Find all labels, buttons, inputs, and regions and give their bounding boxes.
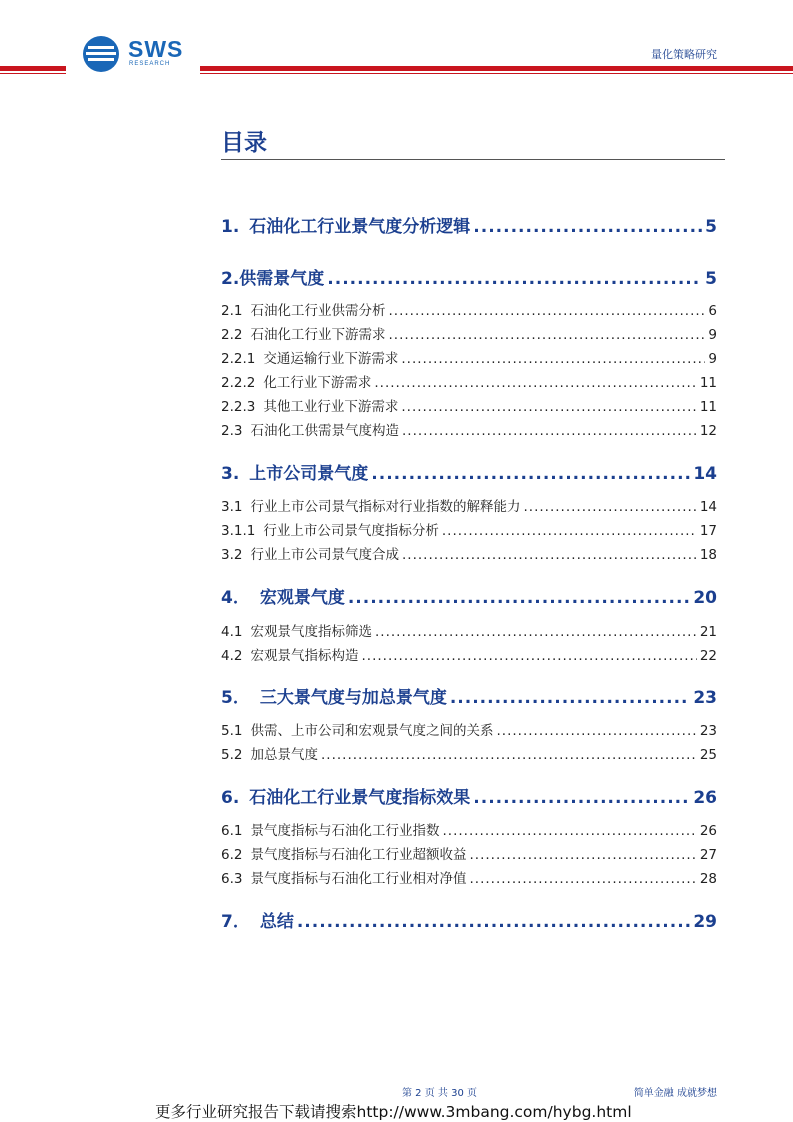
toc-entry-title: 景气度指标与石油化工行业相对净值 <box>250 871 467 887</box>
toc-entry-page: 27 <box>699 847 717 863</box>
toc-entry-number: 4． <box>221 588 250 608</box>
toc-leader-dots <box>371 464 690 484</box>
toc-entry[interactable] <box>221 907 717 932</box>
toc-leader-dots <box>388 327 705 343</box>
toc-entry-number: 6. <box>221 788 240 808</box>
toc-entry[interactable] <box>221 543 717 563</box>
toc-entry-title: 行业上市公司景气指标对行业指数的解释能力 <box>250 499 521 515</box>
toc-leader-dots <box>469 871 696 887</box>
toc-entry[interactable] <box>221 867 717 887</box>
toc-leader-dots <box>442 823 696 839</box>
toc-entry-title: 化工行业下游需求 <box>263 375 372 391</box>
toc-entry-number: 5.1 <box>221 723 243 739</box>
toc-entry[interactable] <box>221 371 717 391</box>
toc-entry[interactable] <box>221 299 717 319</box>
toc-entry-page: 26 <box>693 788 717 808</box>
toc-entry-number: 4.1 <box>221 624 243 640</box>
toc-entry[interactable] <box>221 620 717 640</box>
toc-entry-title: 石油化工行业景气度分析逻辑 <box>249 217 471 237</box>
toc-entry[interactable] <box>221 583 717 608</box>
toc-entry-page: 23 <box>693 688 717 708</box>
header-rule-left <box>0 66 66 71</box>
toc-leader-dots <box>375 624 697 640</box>
toc-entry-number: 2.2.3 <box>221 399 256 415</box>
toc-leader-dots <box>450 688 690 708</box>
toc-entry[interactable] <box>221 264 717 289</box>
toc-entry-number: 2. <box>221 269 240 289</box>
toc-entry-title: 宏观景气度 <box>259 588 345 608</box>
toc-entry-title: 行业上市公司景气度合成 <box>250 547 399 563</box>
footer-slogan: 简单金融 成就梦想 <box>633 1088 717 1099</box>
toc-leader-dots <box>361 648 696 664</box>
toc-entry-title: 加总景气度 <box>250 747 318 763</box>
toc-entry-number: 2.2 <box>221 327 243 343</box>
toc-entry[interactable] <box>221 459 717 484</box>
toc-entry[interactable] <box>221 419 717 439</box>
toc-entry-page: 29 <box>693 912 717 932</box>
toc-entry-title: 其他工业行业下游需求 <box>263 399 399 415</box>
toc-entry-title: 石油化工行业景气度指标效果 <box>249 788 471 808</box>
toc-entry[interactable] <box>221 212 717 237</box>
toc-entry-number: 1. <box>221 217 240 237</box>
toc-entry[interactable] <box>221 843 717 863</box>
toc-leader-dots <box>402 547 697 563</box>
toc-entry-page: 11 <box>699 375 717 391</box>
toc-leader-dots <box>388 303 705 319</box>
toc-leader-dots <box>469 847 696 863</box>
toc-entry-title: 供需、上市公司和宏观景气度之间的关系 <box>250 723 494 739</box>
toc-entry-title: 上市公司景气度 <box>249 464 369 484</box>
toc-entry-page: 23 <box>699 723 717 739</box>
toc-entry-page: 14 <box>693 464 717 484</box>
toc-entry[interactable] <box>221 644 717 664</box>
toc-entry-title: 宏观景气指标构造 <box>250 648 359 664</box>
toc-leader-dots <box>442 523 697 539</box>
toc-entry[interactable] <box>221 323 717 343</box>
toc-entry[interactable] <box>221 683 717 708</box>
toc-entry-title: 行业上市公司景气度指标分析 <box>263 523 439 539</box>
toc-entry-number: 6.2 <box>221 847 243 863</box>
page-number: 第 2 页 共 30 页 <box>402 1088 477 1099</box>
toc-entry-page: 18 <box>699 547 717 563</box>
toc-entry-number: 6.1 <box>221 823 243 839</box>
toc-entry-page: 21 <box>699 624 717 640</box>
toc-entry-page: 11 <box>699 399 717 415</box>
toc-entry-page: 9 <box>708 351 717 367</box>
toc-entry-page: 5 <box>705 217 717 237</box>
toc-leader-dots <box>473 788 690 808</box>
toc-entry-number: 5． <box>221 688 250 708</box>
toc-entry-number: 3.1.1 <box>221 523 256 539</box>
toc-entry-title: 石油化工行业下游需求 <box>250 327 386 343</box>
logo-text: SWS <box>128 36 184 62</box>
toc-entry[interactable] <box>221 783 717 808</box>
toc-entry-title: 景气度指标与石油化工行业指数 <box>250 823 440 839</box>
toc-leader-dots <box>401 399 696 415</box>
toc-leader-dots <box>374 375 696 391</box>
toc-entry-number: 5.2 <box>221 747 243 763</box>
toc-title: 目录 <box>221 130 267 156</box>
toc-entry-number: 3.1 <box>221 499 243 515</box>
toc-leader-dots <box>496 723 696 739</box>
header-thin-rule-left <box>0 73 66 74</box>
toc-entry-number: 2.3 <box>221 423 243 439</box>
toc-entry-page: 9 <box>708 327 717 343</box>
toc-leader-dots <box>297 912 690 932</box>
logo-subtext: RESEARCH <box>129 61 171 67</box>
toc-entry-page: 28 <box>699 871 717 887</box>
toc-entry-number: 2.2.2 <box>221 375 256 391</box>
toc-entry-page: 26 <box>699 823 717 839</box>
toc-entry-page: 6 <box>708 303 717 319</box>
toc-leader-dots <box>523 499 696 515</box>
toc-entry-title: 总结 <box>259 912 294 932</box>
download-link-text[interactable]: 更多行业研究报告下载请搜索http://www.3mbang.com/hybg.html <box>155 1103 632 1121</box>
toc-entry-page: 20 <box>693 588 717 608</box>
toc-entry-page: 22 <box>699 648 717 664</box>
toc-leader-dots <box>327 269 702 289</box>
toc-leader-dots <box>348 588 690 608</box>
toc-entry-page: 5 <box>705 269 717 289</box>
toc-entry[interactable] <box>221 819 717 839</box>
report-category: 量化策略研究 <box>651 48 717 61</box>
toc-entry-number: 3. <box>221 464 240 484</box>
toc-entry-title: 宏观景气度指标筛选 <box>250 624 372 640</box>
toc-entry-page: 25 <box>699 747 717 763</box>
toc-entry[interactable] <box>221 519 717 539</box>
toc-entry-title: 景气度指标与石油化工行业超额收益 <box>250 847 467 863</box>
toc-leader-dots <box>402 423 697 439</box>
toc-entry-page: 14 <box>699 499 717 515</box>
toc-entry[interactable] <box>221 395 717 415</box>
header-rule-right <box>200 66 793 71</box>
toc-entry-page: 12 <box>699 423 717 439</box>
toc-entry-title: 石油化工行业供需分析 <box>250 303 386 319</box>
toc-entry[interactable] <box>221 743 717 763</box>
toc-entry-title: 供需景气度 <box>239 269 325 289</box>
toc-entry[interactable] <box>221 719 717 739</box>
toc-entry-number: 3.2 <box>221 547 243 563</box>
toc-entry[interactable] <box>221 495 717 515</box>
header-thin-rule-right <box>200 73 793 74</box>
toc-entry-title: 交通运输行业下游需求 <box>263 351 399 367</box>
toc-leader-dots <box>401 351 705 367</box>
toc-entry-page: 17 <box>699 523 717 539</box>
toc-entry-number: 4.2 <box>221 648 243 664</box>
toc-entry-number: 6.3 <box>221 871 243 887</box>
toc-title-rule <box>221 159 725 160</box>
toc-leader-dots <box>321 747 697 763</box>
toc-entry-title: 石油化工供需景气度构造 <box>250 423 399 439</box>
toc-entry[interactable] <box>221 347 717 367</box>
toc-entry-number: 7． <box>221 912 250 932</box>
toc-leader-dots <box>473 217 702 237</box>
toc-entry-number: 2.1 <box>221 303 243 319</box>
toc-entry-number: 2.2.1 <box>221 351 256 367</box>
toc-entry-title: 三大景气度与加总景气度 <box>259 688 447 708</box>
